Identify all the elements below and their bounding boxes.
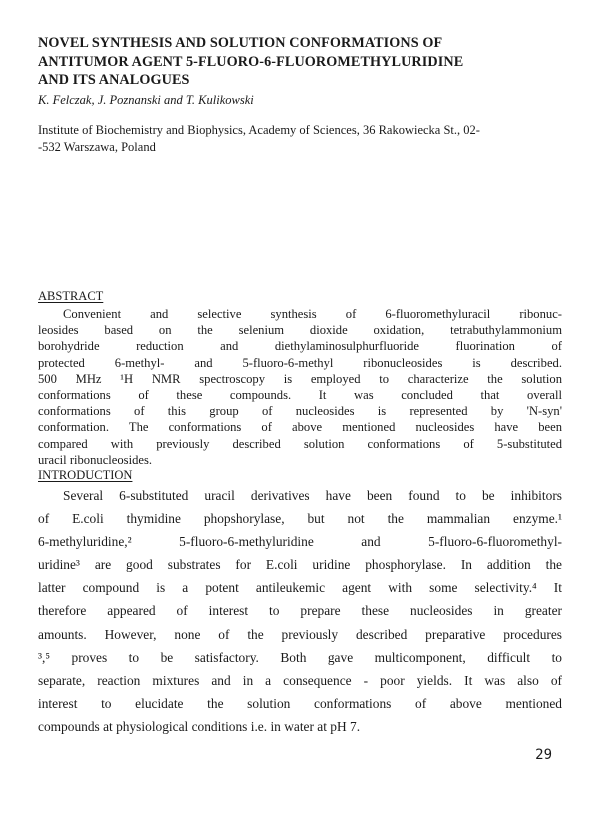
introduction-line: amounts. However, none of the previously described preparative procedures <box>38 626 562 642</box>
affiliation-line: Institute of Biochemistry and Biophysics, Academy of Sciences, 36 Rakowiecka St., 02- <box>38 123 480 137</box>
abstract-line: Convenient and selective synthesis of 6-fluoromethyluracil ribonuc- <box>63 307 562 321</box>
title-line: NOVEL SYNTHESIS AND SOLUTION CONFORMATIONS OF <box>38 35 443 51</box>
introduction-line: latter compound is a potent antileukemic agent with some selectivity.⁴ It <box>38 580 562 596</box>
abstract-body <box>38 306 562 468</box>
introduction-line: of E.coli thymidine phopshorylase, but not the mammalian enzyme.¹ <box>38 511 562 527</box>
abstract-line: uracil ribonucleosides. <box>38 452 153 467</box>
abstract-line: compared with previously described solution conformations of 5-substituted <box>38 436 562 451</box>
abstract-line: conformation. The conformations of above mentioned nucleosides have been <box>38 420 562 435</box>
introduction-body <box>38 484 562 738</box>
title-line: AND ITS ANALOGUES <box>38 72 190 88</box>
affiliation <box>38 122 508 156</box>
title-line: ANTITUMOR AGENT 5-FLUORO-6-FLUOROMETHYLURIDINE <box>38 53 464 70</box>
introduction-line: 6-methyluridine,² 5-fluoro-6-methyluridine and 5-fluoro-6-fluoromethyl- <box>38 534 562 550</box>
abstract-line: 500 MHz ¹H NMR spectroscopy is employed to characterize the solution <box>38 371 562 386</box>
introduction-heading: INTRODUCTION <box>38 468 133 482</box>
abstract-line: conformations of this group of nucleosides is represented by 'N-syn' <box>38 404 562 419</box>
abstract-line: leosides based on the selenium dioxide oxidation, tetrabuthylammonium <box>38 323 562 338</box>
introduction-line: separate, reaction mixtures and in a consequence - poor yields. It was also of <box>38 672 562 688</box>
abstract-line: protected 6-methyl- and 5-fluoro-6-methyl ribonucleosides is described. <box>38 355 562 370</box>
abstract-heading: ABSTRACT <box>38 289 104 303</box>
introduction-line: interest to elucidate the solution conformations of above mentioned <box>38 695 562 711</box>
introduction-line: uridine³ are good substrates for E.coli uridine phosphorylase. In addition the <box>38 557 562 573</box>
abstract-line: conformations of these compounds. It was concluded that overall <box>38 388 562 403</box>
affiliation-line: -532 Warszawa, Poland <box>38 140 156 154</box>
page-number: 29 <box>535 747 552 763</box>
introduction-line: therefore appeared of interest to prepare these nucleosides in greater <box>38 603 562 619</box>
authors: K. Felczak, J. Poznanski and T. Kulikowski <box>38 93 254 107</box>
introduction-line: compounds at physiological conditions i.e. in water at pH 7. <box>38 718 361 734</box>
introduction-line: ³,⁵ proves to be satisfactory. Both gave multicomponent, difficult to <box>38 649 562 665</box>
paper-title <box>38 34 558 90</box>
abstract-line: borohydride reduction and diethylaminosulphurfluoride fluorination of <box>38 339 562 354</box>
introduction-line: Several 6-substituted uracil derivatives have been found to be inhibitors <box>63 488 562 503</box>
